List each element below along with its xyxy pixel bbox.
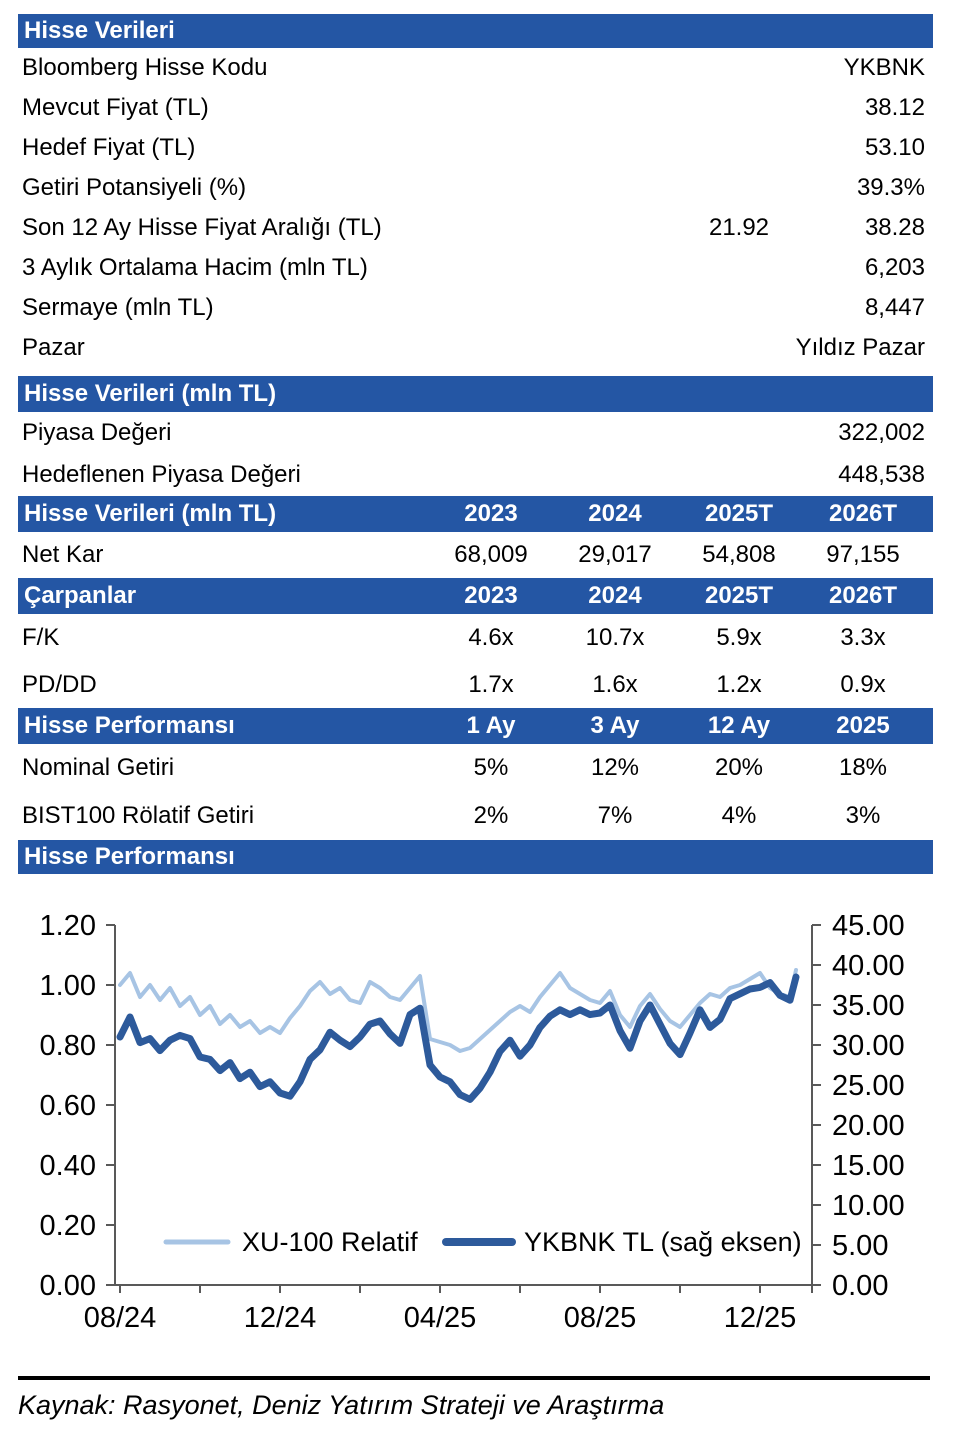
legend-label: XU-100 Relatif	[242, 1227, 418, 1257]
right-axis-tick-label: 20.00	[832, 1110, 905, 1142]
table-row	[18, 454, 933, 496]
left-axis-tick-label: 0.20	[39, 1210, 96, 1242]
row-value: 39.3%	[856, 174, 925, 201]
cell-value: 20%	[714, 754, 764, 781]
section-header-chart	[18, 840, 933, 874]
section-title: Hisse Verileri (mln TL)	[24, 500, 277, 527]
x-axis-tick-label: 12/24	[243, 1302, 317, 1334]
right-axis-tick-label: 45.00	[832, 910, 905, 942]
cell-value: 3.3x	[840, 623, 886, 651]
section-title: Hisse Verileri	[24, 17, 175, 44]
cell-value: 1.6x	[592, 670, 638, 698]
column-header: 12 Ay	[707, 712, 771, 739]
right-axis-tick-label: 25.00	[832, 1070, 905, 1102]
right-axis-tick-label: 5.00	[832, 1230, 889, 1262]
column-header: 2025	[836, 712, 890, 739]
section-title: Hisse Performansı	[24, 712, 235, 739]
table-row	[18, 792, 933, 840]
column-header: 3 Ay	[590, 712, 640, 739]
performance-chart	[0, 890, 960, 1340]
table-row	[18, 88, 933, 128]
table-row	[18, 412, 933, 454]
row-value: 6,203	[864, 254, 925, 281]
left-axis-tick-label: 0.40	[39, 1150, 96, 1182]
cell-value: 1.7x	[468, 670, 514, 698]
row-value-high: 38.28	[864, 214, 925, 241]
cell-value: 54,808	[702, 541, 776, 568]
x-axis-tick-label: 04/25	[403, 1302, 477, 1334]
table-row	[18, 532, 933, 578]
row-label: Mevcut Fiyat (TL)	[22, 94, 209, 121]
table-row	[18, 614, 933, 661]
right-axis-tick-label: 15.00	[832, 1150, 905, 1182]
cell-value: 0.9x	[840, 670, 886, 698]
table-row	[18, 248, 933, 288]
column-header: 2024	[588, 500, 642, 527]
cell-value: 68,009	[454, 541, 528, 568]
source-note: Kaynak: Rasyonet, Deniz Yatırım Strateji ve Araştırma	[18, 1376, 930, 1421]
right-axis-tick-label: 10.00	[832, 1190, 905, 1222]
table-row	[18, 208, 933, 248]
cell-value: 1.2x	[716, 670, 762, 698]
left-axis-tick-label: 1.00	[39, 970, 96, 1002]
right-axis-tick-label: 35.00	[832, 990, 905, 1022]
section-header-hisse-performansi	[18, 708, 933, 744]
column-header: 2025T	[704, 500, 774, 527]
series-line-ykbnk	[120, 977, 796, 1099]
cell-value: 18%	[838, 754, 888, 781]
x-axis-tick-label: 12/25	[723, 1302, 797, 1334]
column-header: 1 Ay	[466, 712, 516, 739]
row-value: 38.12	[864, 94, 925, 121]
cell-value: 4%	[721, 802, 757, 829]
right-axis-tick-label: 40.00	[832, 950, 905, 982]
row-label: PD/DD	[22, 670, 97, 698]
row-label: Getiri Potansiyeli (%)	[22, 174, 247, 201]
cell-value: 5%	[473, 754, 509, 781]
hisse-verileri-table	[0, 48, 960, 368]
cell-value: 3%	[845, 802, 881, 829]
cell-value: 2%	[473, 802, 509, 829]
piyasa-degeri-table	[0, 412, 960, 496]
left-axis-tick-label: 0.80	[39, 1030, 96, 1062]
cell-value: 4.6x	[468, 623, 514, 651]
x-axis-tick-label: 08/25	[563, 1302, 637, 1334]
row-value: Yıldız Pazar	[795, 334, 925, 361]
section-title: Hisse Verileri (mln TL)	[24, 380, 277, 407]
carpanlar-table	[0, 614, 960, 708]
cell-value: 29,017	[578, 541, 652, 568]
row-label: BIST100 Rölatif Getiri	[22, 802, 255, 829]
column-header: 2026T	[828, 500, 898, 527]
row-label: Hedeflenen Piyasa Değeri	[22, 461, 301, 488]
row-label: F/K	[22, 623, 60, 651]
table-row	[18, 328, 933, 368]
row-value: 8,447	[864, 294, 925, 321]
column-header: 2025T	[704, 582, 774, 609]
net-kar-table	[0, 532, 960, 578]
left-axis-tick-label: 0.00	[39, 1270, 96, 1302]
right-axis-tick-label: 0.00	[832, 1270, 889, 1302]
row-value: 53.10	[864, 134, 925, 161]
table-row	[18, 288, 933, 328]
row-value: 322,002	[838, 419, 925, 446]
column-header: 2024	[588, 582, 642, 609]
left-axis-tick-label: 0.60	[39, 1090, 96, 1122]
section-title: Hisse Performansı	[24, 843, 235, 870]
cell-value: 97,155	[826, 541, 900, 568]
performans-table	[0, 744, 960, 840]
cell-value: 12%	[590, 754, 640, 781]
cell-value: 7%	[597, 802, 633, 829]
column-header: 2026T	[828, 582, 898, 609]
section-title: Çarpanlar	[24, 582, 137, 609]
row-label: Son 12 Ay Hisse Fiyat Aralığı (TL)	[22, 214, 382, 241]
row-value: YKBNK	[843, 54, 925, 81]
cell-value: 10.7x	[585, 623, 645, 651]
table-row	[18, 744, 933, 792]
row-label: Net Kar	[22, 541, 104, 568]
row-label: Hedef Fiyat (TL)	[22, 134, 196, 161]
row-value: 448,538	[838, 461, 925, 488]
section-header-hisse-verileri-mln	[18, 376, 933, 412]
section-header-carpanlar	[18, 578, 933, 614]
column-header: 2023	[464, 500, 518, 527]
x-axis-tick-label: 08/24	[83, 1302, 157, 1334]
column-header: 2023	[464, 582, 518, 609]
row-label: Sermaye (mln TL)	[22, 294, 214, 321]
row-value-low: 21.92	[708, 214, 770, 241]
row-label: Bloomberg Hisse Kodu	[22, 54, 268, 81]
section-header-hisse-verileri	[18, 14, 933, 48]
table-row	[18, 128, 933, 168]
cell-value: 5.9x	[716, 623, 762, 651]
row-label: Piyasa Değeri	[22, 419, 172, 446]
table-row	[18, 48, 933, 88]
section-header-net-kar	[18, 496, 933, 532]
left-axis-tick-label: 1.20	[39, 910, 96, 942]
row-label: 3 Aylık Ortalama Hacim (mln TL)	[22, 254, 368, 281]
series-line-xu100	[120, 970, 796, 1051]
row-label: Pazar	[22, 334, 85, 361]
right-axis-tick-label: 30.00	[832, 1030, 905, 1062]
legend-label: YKBNK TL (sağ eksen)	[524, 1227, 802, 1257]
row-label: Nominal Getiri	[22, 754, 175, 781]
table-row	[18, 661, 933, 708]
table-row	[18, 168, 933, 208]
